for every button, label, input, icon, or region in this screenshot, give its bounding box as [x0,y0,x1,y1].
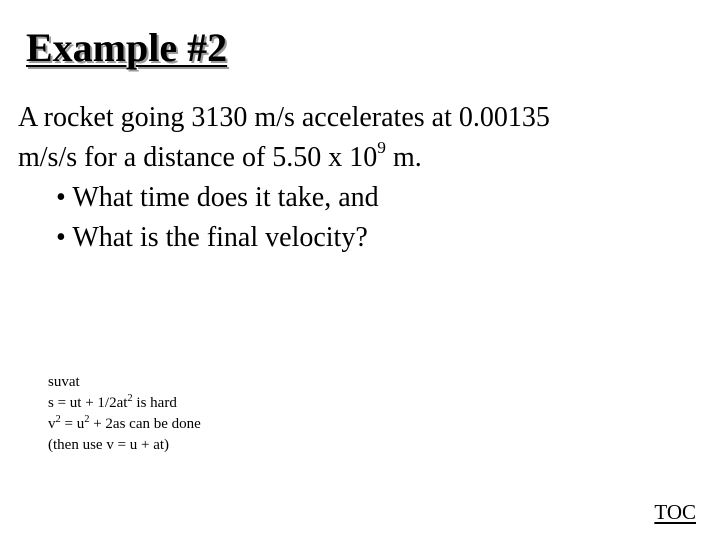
bullet-text: What time does it take, and [72,182,379,213]
bullet-item-velocity [18,218,708,258]
solution-notes [48,372,201,456]
notes-text: s = ut + 1/2at [48,395,128,411]
notes-text: is hard [132,395,177,411]
notes-exponent: 2 [127,393,133,405]
problem-text [18,98,708,258]
notes-text: v [48,416,56,432]
notes-text: + 2as can be done [89,416,201,432]
problem-line-1: A rocket going 3130 m/s accelerates at 0.00135 [18,102,550,133]
toc-link[interactable]: TOC [654,500,696,524]
exponent: 9 [377,137,386,157]
notes-line-velocity-squared [48,414,201,435]
bullet-text: What is the final velocity? [72,222,368,253]
notes-line-final-velocity: (then use v = u + at) [48,437,170,453]
bullet-item-time [18,178,708,218]
notes-exponent: 2 [55,414,61,426]
problem-line-2 [18,138,708,178]
notes-exponent: 2 [84,414,90,426]
problem-line-2-text: m/s/s for a distance of 5.50 x 10 [18,142,378,173]
slide-title: Example #2 [26,25,228,70]
notes-text: = u [60,416,85,432]
notes-line-suvat: suvat [48,374,80,390]
bullet-marker: • [56,222,66,253]
notes-line-displacement [48,393,201,414]
problem-line-2-unit: m. [385,142,422,173]
bullet-marker: • [56,182,66,213]
